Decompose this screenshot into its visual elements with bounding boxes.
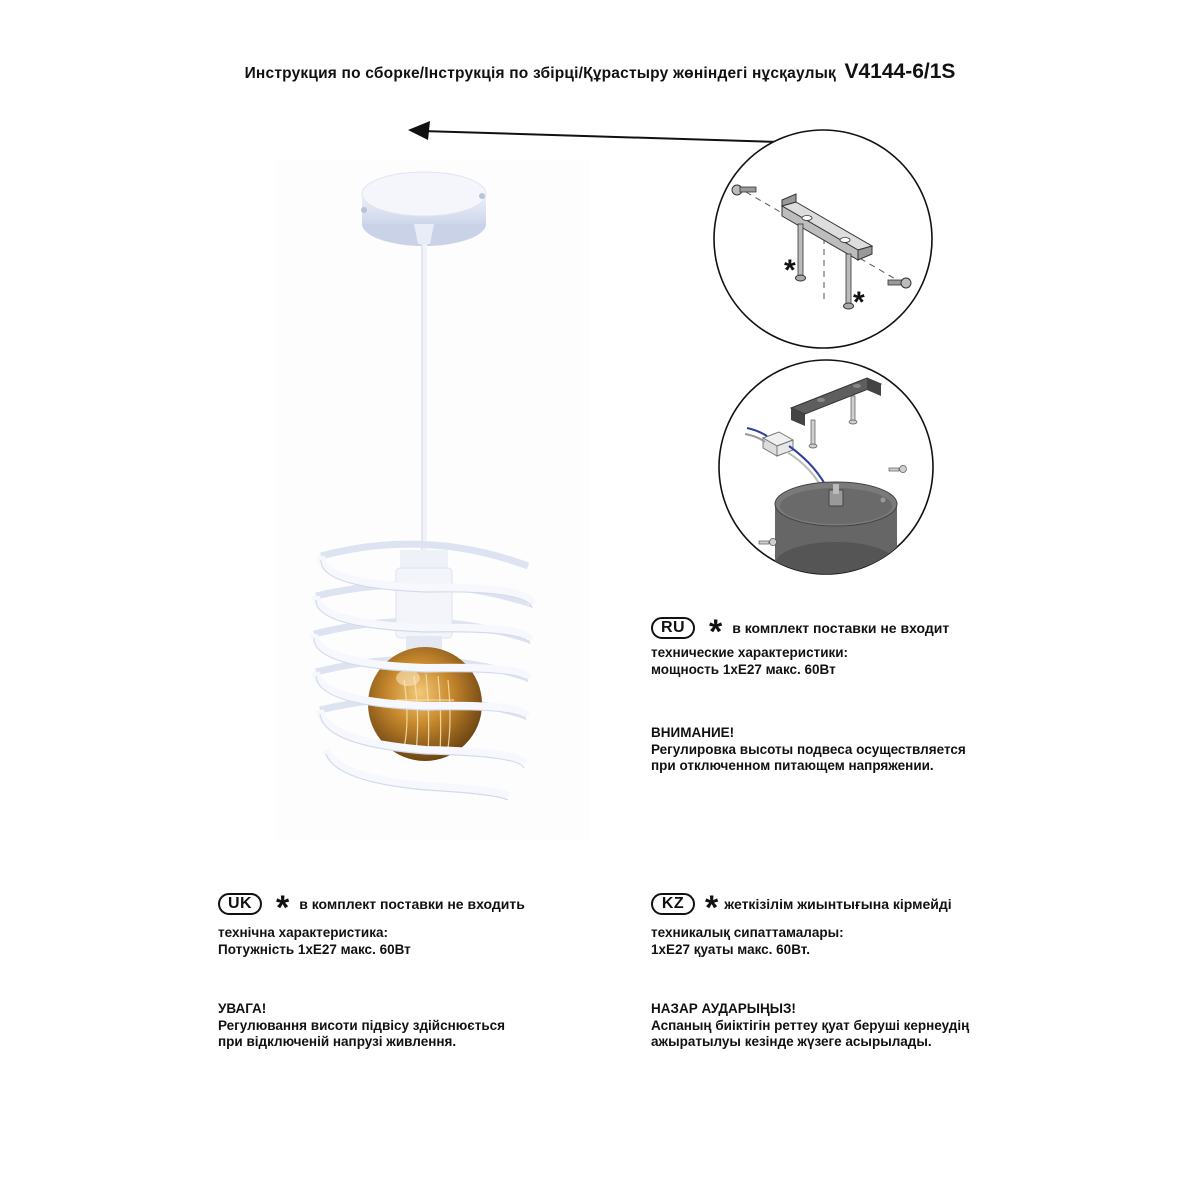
kz-language-badge: KZ	[651, 893, 695, 915]
kz-warning	[651, 1001, 969, 1051]
ru-warning-line-1: Регулировка высоты подвеса осуществляется	[651, 741, 966, 757]
section-kz	[651, 889, 952, 927]
ru-header	[651, 613, 950, 651]
uk-header	[218, 889, 525, 927]
ru-not-included-note: в комплект поставки не входит	[732, 620, 950, 636]
asterisk-icon: *	[709, 613, 723, 651]
ru-warning	[651, 725, 966, 775]
document-title	[0, 60, 1200, 84]
kz-warning-heading: НАЗАР АУДАРЫҢЫЗ!	[651, 1001, 796, 1016]
asterisk-icon: *	[276, 889, 290, 927]
section-uk	[218, 889, 525, 927]
wiring-canopy-detail	[717, 356, 935, 578]
mounting-bracket-detail	[712, 128, 934, 350]
model-code: V4144-6/1S	[844, 60, 956, 83]
pendant-lamp-illustration	[276, 160, 590, 840]
uk-specifications	[218, 925, 411, 958]
lamp-socket	[396, 550, 452, 650]
kz-spec-power: 1хЕ27 қуаты макс. 60Вт.	[651, 941, 810, 957]
asterisk-mark-right: *	[853, 286, 865, 319]
uk-warning	[218, 1001, 505, 1051]
asterisk-mark-left: *	[784, 254, 796, 287]
kz-warning-line-2: ажыратылуы кезінде жүзеге асырылады.	[651, 1034, 932, 1049]
ru-specifications	[651, 645, 848, 678]
ru-warning-line-2: при отключенном питающем напряжении.	[651, 758, 934, 773]
kz-header	[651, 889, 952, 927]
asterisk-icon: *	[705, 889, 719, 927]
kz-warning-line-1: Аспаның биіктігін реттеу қуат беруші кернеудің	[651, 1017, 970, 1033]
title-text: Инструкция по сборке/Інструкція по збірці/Құрастыру жөніндегі нұсқаулық	[244, 65, 837, 82]
kz-spec-heading: техникалық сипаттамалары:	[651, 925, 844, 940]
ru-spec-power: мощность 1хЕ27 макс. 60Вт	[651, 661, 836, 677]
kz-specifications	[651, 925, 844, 958]
ru-language-badge: RU	[651, 617, 695, 639]
uk-not-included-note: в комплект поставки не входить	[299, 896, 525, 912]
ceiling-canopy	[361, 172, 486, 246]
uk-warning-line-2: при відключеній напрузі живлення.	[218, 1034, 457, 1049]
kz-not-included-note: жеткізілім жиынтығына кірмейді	[724, 896, 952, 912]
uk-language-badge: UK	[218, 893, 262, 915]
grey-canopy	[775, 482, 897, 578]
uk-spec-power: Потужність 1хЕ27 макс. 60Вт	[218, 941, 411, 957]
uk-warning-line-1: Регулювання висоти підвісу здійснюється	[218, 1017, 506, 1033]
uk-spec-heading: технічна характеристика:	[218, 925, 388, 940]
ru-warning-heading: ВНИМАНИЕ!	[651, 725, 735, 740]
uk-warning-heading: УВАГА!	[218, 1001, 267, 1016]
ru-spec-heading: технические характеристики:	[651, 645, 849, 660]
section-ru	[651, 613, 950, 651]
